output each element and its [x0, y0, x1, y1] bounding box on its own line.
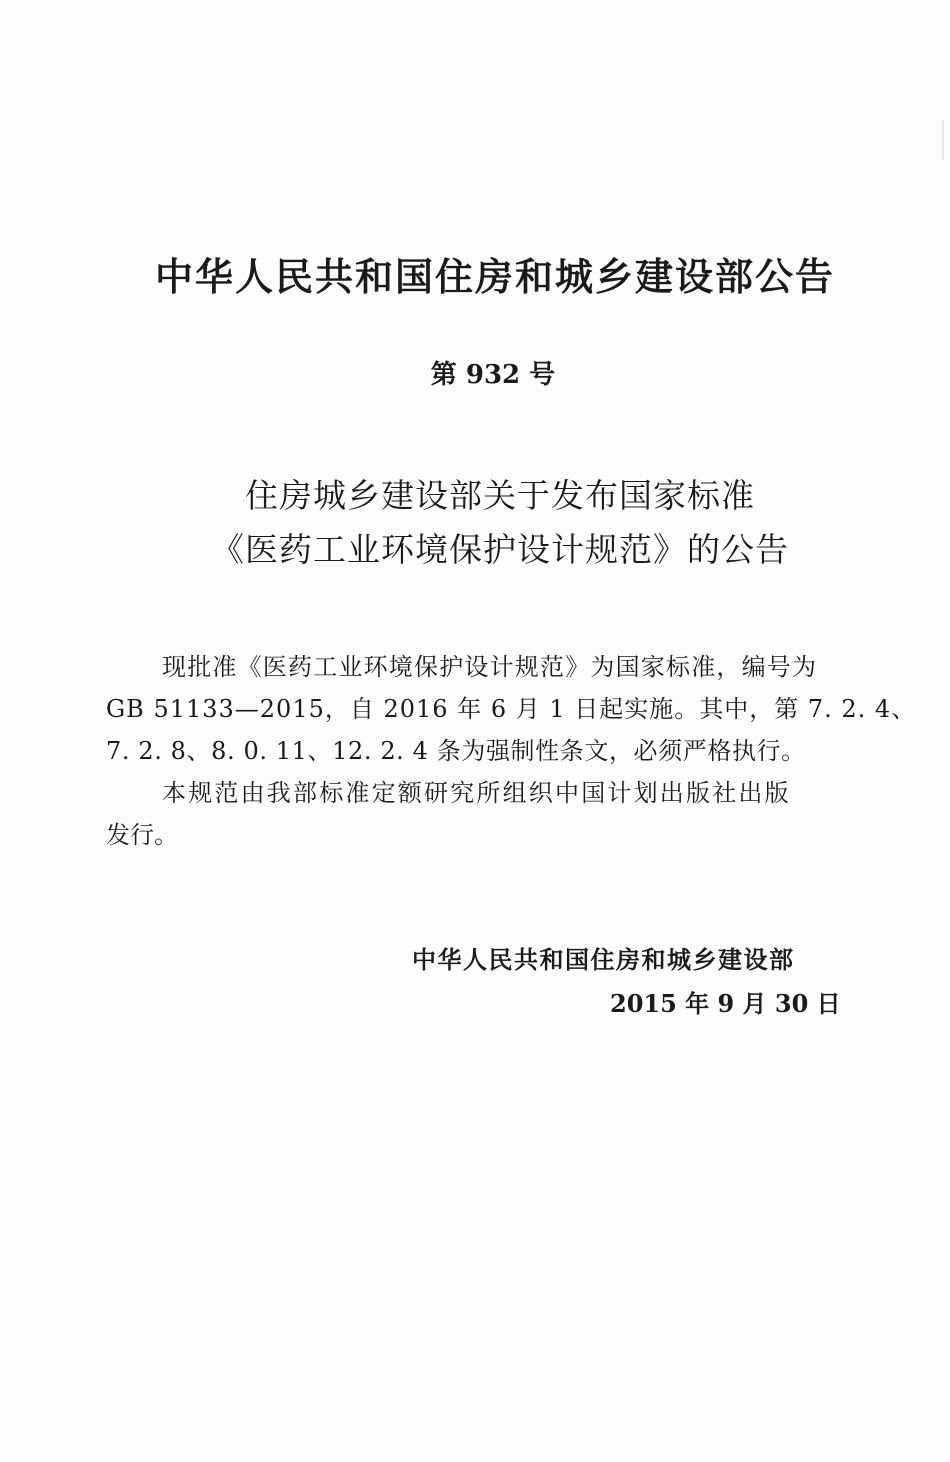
paragraph-2-line-2: 发行。: [106, 821, 178, 849]
signatory: 中华人民共和国住房和城乡建设部: [412, 946, 795, 974]
paragraph-2-line-1: 本规范由我部标准定额研究所组织中国计划出版社出版: [162, 779, 791, 807]
subject-title-line-1: 住房城乡建设部关于发布国家标准: [245, 476, 755, 515]
subject-title-line-2: 《医药工业环境保护设计规范》的公告: [211, 530, 789, 569]
issue-date: 2015 年 9 月 30 日: [610, 989, 841, 1018]
issuer-title: 中华人民共和国住房和城乡建设部公告: [154, 255, 835, 299]
announcement-number: 第 932 号: [430, 360, 556, 390]
paragraph-1-line-3: 7. 2. 8、8. 0. 11、12. 2. 4 条为强制性条文，必须严格执行。: [106, 737, 806, 765]
paragraph-1-line-2: GB 51133—2015，自 2016 年 6 月 1 日起实施。其中，第 7. 2. 4、: [106, 695, 917, 723]
scan-edge-mark: [942, 120, 944, 160]
paragraph-1-line-1: 现批准《医药工业环境保护设计规范》为国家标准，编号为: [162, 653, 818, 681]
